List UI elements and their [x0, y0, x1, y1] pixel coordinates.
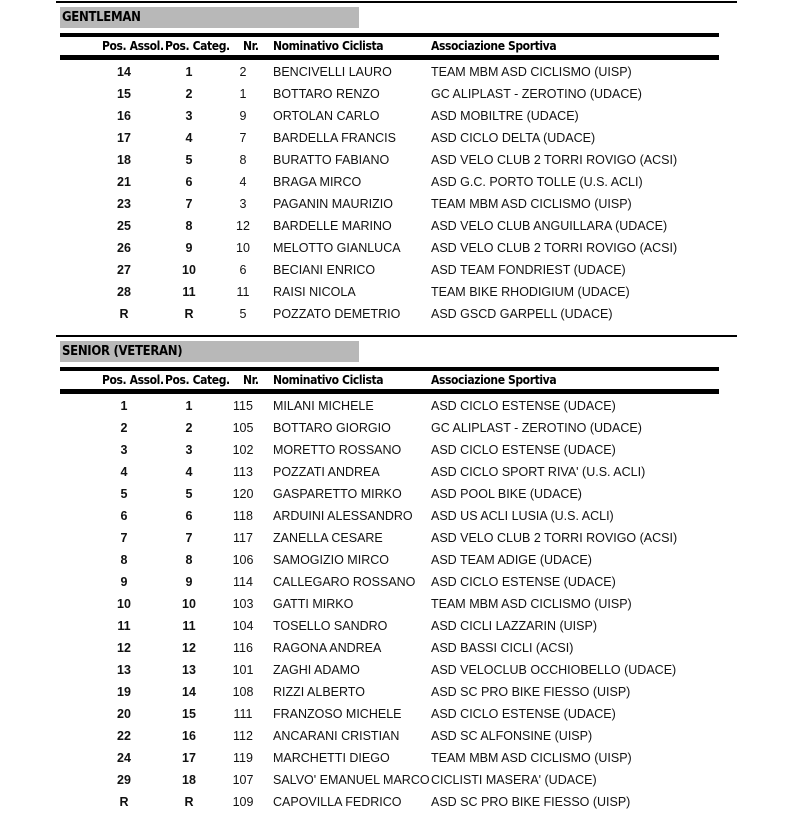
table-row [56, 795, 737, 817]
cell-pos-assol: 12 [117, 641, 131, 655]
cell-pos-assol: 16 [117, 109, 131, 123]
cell-pos-categ: 1 [185, 65, 193, 79]
col-header-nr: Nr. [243, 373, 259, 387]
cell-associazione: TEAM MBM ASD CICLISMO (UISP) [431, 65, 632, 79]
cell-nominativo: BURATTO FABIANO [273, 153, 390, 167]
cell-nominativo: BRAGA MIRCO [273, 175, 362, 189]
table-header [56, 373, 737, 389]
table-row [56, 509, 737, 531]
cell-pos-categ: 9 [185, 241, 193, 255]
cell-associazione: ASD SC PRO BIKE FIESSO (UISP) [431, 685, 631, 699]
cell-nr: 115 [233, 399, 253, 413]
cell-associazione: ASD VELO CLUB ANGUILLARA (UDACE) [431, 219, 668, 233]
table-row [56, 219, 737, 241]
cell-nominativo: FRANZOSO MICHELE [273, 707, 402, 721]
category-title: SENIOR (VETERAN) [62, 344, 183, 359]
cell-nominativo: ANCARANI CRISTIAN [273, 729, 400, 743]
cell-nominativo: TOSELLO SANDRO [273, 619, 388, 633]
cell-associazione: TEAM MBM ASD CICLISMO (UISP) [431, 751, 632, 765]
cell-pos-assol: 1 [120, 399, 128, 413]
table-row [56, 575, 737, 597]
cell-pos-categ: 11 [182, 619, 196, 633]
cell-pos-assol: 4 [120, 465, 128, 479]
section-top-rule [56, 1, 737, 3]
cell-nominativo: ZANELLA CESARE [273, 531, 383, 545]
cell-nr: 102 [232, 443, 254, 457]
cell-associazione: GC ALIPLAST - ZEROTINO (UDACE) [431, 87, 642, 101]
cell-nr: 117 [233, 531, 253, 545]
cell-associazione: ASD G.C. PORTO TOLLE (U.S. ACLI) [431, 175, 643, 189]
cell-nominativo: GASPARETTO MIRKO [273, 487, 402, 501]
table-row [56, 197, 737, 219]
header-rule-bottom [60, 55, 719, 60]
cell-associazione: ASD CICLO ESTENSE (UDACE) [431, 443, 616, 457]
cell-nominativo: BOTTARO RENZO [273, 87, 380, 101]
cell-pos-categ: 4 [185, 465, 193, 479]
cell-nominativo: MELOTTO GIANLUCA [273, 241, 401, 255]
cell-pos-categ: 14 [182, 685, 196, 699]
table-row [56, 773, 737, 795]
cell-pos-assol: 5 [120, 487, 128, 501]
cell-nominativo: RAISI NICOLA [273, 285, 356, 299]
cell-pos-assol: 14 [117, 65, 131, 79]
cell-pos-assol: 26 [117, 241, 131, 255]
cell-pos-categ: 13 [182, 663, 196, 677]
cell-associazione: ASD CICLI LAZZARIN (UISP) [431, 619, 597, 633]
cell-nr: 4 [239, 175, 247, 189]
cell-pos-categ: 9 [185, 575, 193, 589]
category-title-bar [60, 7, 359, 28]
cell-associazione: ASD US ACLI LUSIA (U.S. ACLI) [431, 509, 614, 523]
cell-nr: 118 [233, 509, 253, 523]
cell-pos-categ: 6 [185, 509, 193, 523]
cell-nominativo: MARCHETTI DIEGO [273, 751, 390, 765]
cell-nr: 2 [239, 65, 247, 79]
cell-pos-categ: 6 [185, 175, 193, 189]
cell-nr: 1 [239, 87, 247, 101]
cell-associazione: ASD VELOCLUB OCCHIOBELLO (UDACE) [431, 663, 677, 677]
table-row [56, 241, 737, 263]
table-row [56, 465, 737, 487]
cell-pos-categ: 3 [185, 109, 193, 123]
cell-pos-assol: 27 [117, 263, 131, 277]
cell-pos-assol: 6 [120, 509, 128, 523]
table-row [56, 553, 737, 575]
cell-nominativo: BARDELLA FRANCIS [273, 131, 396, 145]
cell-pos-categ: 10 [182, 597, 196, 611]
cell-pos-categ: 4 [185, 131, 193, 145]
cell-pos-assol: 28 [117, 285, 131, 299]
cell-nominativo: BECIANI ENRICO [273, 263, 376, 277]
cell-pos-categ: 15 [182, 707, 196, 721]
cell-associazione: ASD GSCD GARPELL (UDACE) [431, 307, 613, 321]
cell-pos-assol: 18 [117, 153, 131, 167]
cell-associazione: ASD VELO CLUB 2 TORRI ROVIGO (ACSI) [431, 153, 678, 167]
col-header-associazione: Associazione Sportiva [431, 39, 557, 53]
cell-pos-categ: R [184, 307, 194, 321]
cell-nr: 10 [236, 241, 250, 255]
col-header-nominativo: Nominativo Ciclista [273, 39, 384, 53]
cell-associazione: ASD BASSI CICLI (ACSI) [431, 641, 574, 655]
col-header-pos-categ: Pos. Categ. [165, 39, 230, 53]
cell-nr: 107 [232, 773, 254, 787]
cell-nr: 109 [232, 795, 254, 809]
table-row [56, 153, 737, 175]
cell-nr: 7 [239, 131, 247, 145]
cell-nominativo: BARDELLE MARINO [273, 219, 392, 233]
cell-pos-assol: 29 [117, 773, 131, 787]
cell-nr: 103 [232, 597, 254, 611]
cell-associazione: ASD TEAM FONDRIEST (UDACE) [431, 263, 626, 277]
cell-pos-assol: 8 [120, 553, 128, 567]
cell-nominativo: SAMOGIZIO MIRCO [273, 553, 389, 567]
cell-nr: 113 [233, 465, 253, 479]
table-row [56, 641, 737, 663]
cell-nominativo: ZAGHI ADAMO [273, 663, 360, 677]
table-row [56, 87, 737, 109]
table-row [56, 531, 737, 553]
cell-pos-assol: 25 [117, 219, 131, 233]
col-header-nominativo: Nominativo Ciclista [273, 373, 384, 387]
cell-associazione: ASD CICLO ESTENSE (UDACE) [431, 399, 616, 413]
table-row [56, 175, 737, 197]
cell-nr: 112 [233, 729, 253, 743]
cell-pos-assol: 9 [120, 575, 128, 589]
cell-nominativo: CAPOVILLA FEDRICO [273, 795, 402, 809]
cell-pos-categ: 10 [182, 263, 196, 277]
table-header [56, 39, 737, 55]
table-row [56, 109, 737, 131]
cell-nr: 8 [239, 153, 247, 167]
cell-associazione: ASD POOL BIKE (UDACE) [431, 487, 582, 501]
cell-associazione: ASD SC ALFONSINE (UISP) [431, 729, 593, 743]
col-header-nr: Nr. [243, 39, 259, 53]
table-row [56, 663, 737, 685]
cell-pos-assol: 17 [117, 131, 131, 145]
cell-nominativo: BOTTARO GIORGIO [273, 421, 391, 435]
cell-nominativo: MORETTO ROSSANO [273, 443, 402, 457]
cell-associazione: ASD VELO CLUB 2 TORRI ROVIGO (ACSI) [431, 241, 678, 255]
cell-nr: 114 [233, 575, 253, 589]
cell-pos-assol: R [119, 795, 129, 809]
table-row [56, 307, 737, 329]
cell-nr: 6 [239, 263, 247, 277]
cell-nr: 106 [232, 553, 254, 567]
cell-pos-categ: 8 [185, 553, 193, 567]
col-header-pos-assol: Pos. Assol. [102, 39, 164, 53]
table-row [56, 421, 737, 443]
cell-nr: 5 [239, 307, 247, 321]
table-row [56, 399, 737, 421]
table-row [56, 729, 737, 751]
cell-nr: 120 [232, 487, 254, 501]
cell-pos-assol: 3 [120, 443, 128, 457]
cell-associazione: ASD CICLO SPORT RIVA' (U.S. ACLI) [431, 465, 646, 479]
cell-pos-categ: 18 [182, 773, 196, 787]
cell-associazione: CICLISTI MASERA' (UDACE) [431, 773, 597, 787]
cell-nr: 111 [233, 707, 253, 721]
cell-pos-categ: 2 [185, 87, 193, 101]
cell-pos-categ: 5 [185, 487, 193, 501]
cell-pos-assol: R [119, 307, 129, 321]
cell-associazione: TEAM BIKE RHODIGIUM (UDACE) [431, 285, 630, 299]
cell-nr: 105 [232, 421, 254, 435]
cell-pos-categ: 16 [182, 729, 196, 743]
cell-pos-categ: 12 [182, 641, 196, 655]
cell-pos-assol: 2 [120, 421, 128, 435]
table-row [56, 285, 737, 307]
table-row [56, 65, 737, 87]
cell-nr: 119 [233, 751, 253, 765]
cell-nominativo: RAGONA ANDREA [273, 641, 382, 655]
cell-pos-categ: 5 [185, 153, 193, 167]
col-header-associazione: Associazione Sportiva [431, 373, 557, 387]
cell-associazione: ASD CICLO ESTENSE (UDACE) [431, 575, 616, 589]
header-rule-top [60, 33, 719, 37]
cell-associazione: ASD MOBILTRE (UDACE) [431, 109, 579, 123]
cell-pos-categ: 2 [185, 421, 193, 435]
cell-pos-categ: 11 [182, 285, 196, 299]
cell-pos-assol: 7 [120, 531, 128, 545]
cell-pos-assol: 23 [117, 197, 131, 211]
cell-pos-categ: 8 [185, 219, 193, 233]
cell-associazione: ASD CICLO ESTENSE (UDACE) [431, 707, 616, 721]
col-header-pos-assol: Pos. Assol. [102, 373, 164, 387]
cell-nominativo: GATTI MIRKO [273, 597, 354, 611]
cell-pos-categ: 1 [185, 399, 193, 413]
cell-pos-assol: 11 [117, 619, 131, 633]
cell-nominativo: MILANI MICHELE [273, 399, 374, 413]
table-row [56, 131, 737, 153]
table-row [56, 487, 737, 509]
cell-associazione: ASD VELO CLUB 2 TORRI ROVIGO (ACSI) [431, 531, 678, 545]
cell-pos-categ: 17 [182, 751, 196, 765]
cell-nominativo: ORTOLAN CARLO [273, 109, 380, 123]
cell-associazione: ASD CICLO DELTA (UDACE) [431, 131, 596, 145]
table-row [56, 685, 737, 707]
cell-nominativo: PAGANIN MAURIZIO [273, 197, 393, 211]
cell-pos-assol: 15 [117, 87, 131, 101]
cell-nominativo: RIZZI ALBERTO [273, 685, 365, 699]
cell-nominativo: POZZATI ANDREA [273, 465, 380, 479]
cell-nr: 12 [236, 219, 250, 233]
cell-pos-categ: 7 [185, 531, 193, 545]
cell-nominativo: BENCIVELLI LAURO [273, 65, 392, 79]
cell-nr: 3 [239, 197, 247, 211]
cell-pos-assol: 21 [117, 175, 131, 189]
cell-pos-assol: 19 [117, 685, 131, 699]
header-rule-top [60, 367, 719, 371]
category-title: GENTLEMAN [62, 10, 141, 25]
table-row [56, 707, 737, 729]
cell-associazione: GC ALIPLAST - ZEROTINO (UDACE) [431, 421, 642, 435]
cell-nominativo: ARDUINI ALESSANDRO [273, 509, 413, 523]
cell-nr: 11 [236, 285, 250, 299]
table-row [56, 597, 737, 619]
cell-pos-assol: 10 [117, 597, 131, 611]
cell-pos-assol: 22 [117, 729, 131, 743]
col-header-pos-categ: Pos. Categ. [165, 373, 230, 387]
cell-nr: 104 [232, 619, 254, 633]
table-row [56, 443, 737, 465]
table-row [56, 619, 737, 641]
table-row [56, 751, 737, 773]
cell-nominativo: CALLEGARO ROSSANO [273, 575, 416, 589]
cell-nominativo: POZZATO DEMETRIO [273, 307, 401, 321]
cell-nominativo: SALVO' EMANUEL MARCO [273, 773, 430, 787]
section-top-rule [56, 335, 737, 337]
cell-associazione: TEAM MBM ASD CICLISMO (UISP) [431, 197, 632, 211]
cell-nr: 108 [232, 685, 254, 699]
cell-nr: 116 [233, 641, 253, 655]
cell-pos-categ: 7 [185, 197, 193, 211]
cell-associazione: TEAM MBM ASD CICLISMO (UISP) [431, 597, 632, 611]
cell-associazione: ASD TEAM ADIGE (UDACE) [431, 553, 592, 567]
cell-pos-assol: 13 [117, 663, 131, 677]
cell-pos-categ: 3 [185, 443, 193, 457]
cell-pos-assol: 24 [117, 751, 131, 765]
cell-associazione: ASD SC PRO BIKE FIESSO (UISP) [431, 795, 631, 809]
cell-nr: 9 [239, 109, 247, 123]
cell-pos-categ: R [184, 795, 194, 809]
category-title-bar [60, 341, 359, 362]
section-gentleman [56, 1, 737, 333]
table-row [56, 263, 737, 285]
cell-pos-assol: 20 [117, 707, 131, 721]
cell-nr: 101 [232, 663, 254, 677]
header-rule-bottom [60, 389, 719, 394]
section-senior-veteran [56, 335, 737, 840]
